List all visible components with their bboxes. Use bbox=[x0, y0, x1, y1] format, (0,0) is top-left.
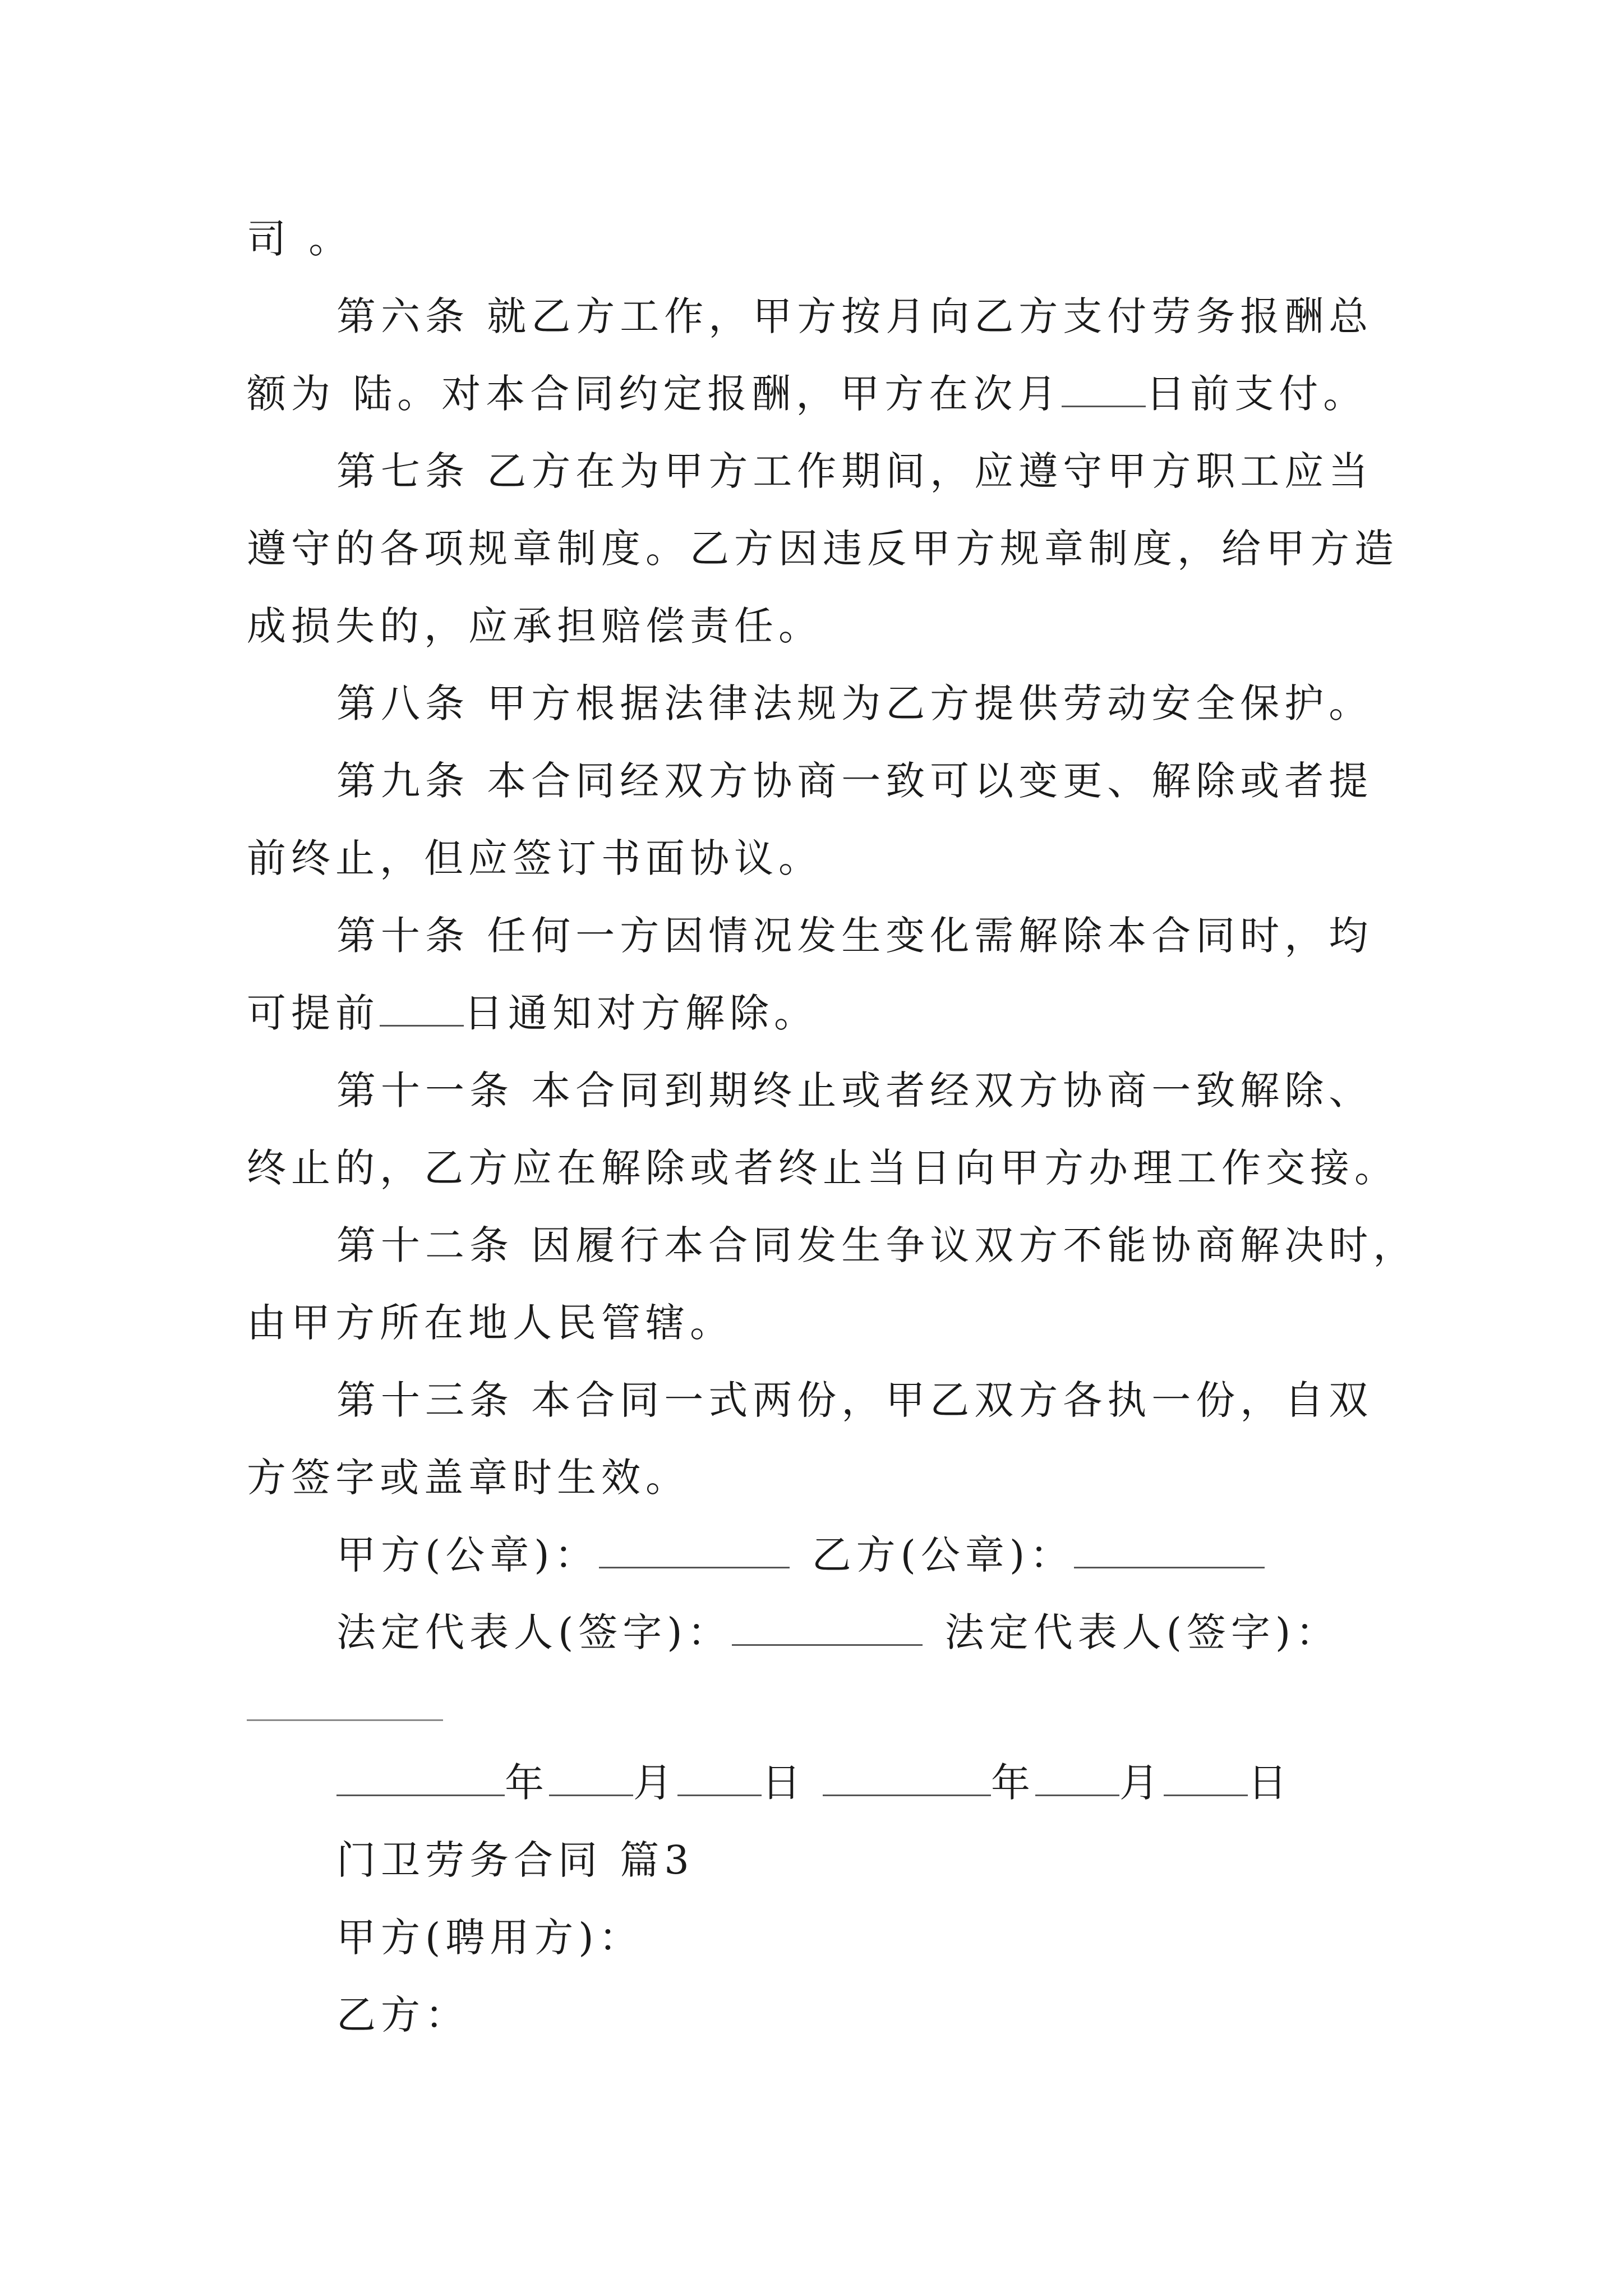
month-label: 月 bbox=[633, 1760, 677, 1806]
article-7-line-1 bbox=[336, 444, 1402, 498]
article-9-line-2 bbox=[247, 831, 1402, 885]
article-11-line-1 bbox=[336, 1064, 1402, 1117]
section-title bbox=[336, 1833, 1402, 1887]
employee-line bbox=[336, 1988, 1402, 2042]
text: 第十二条 因履行本合同发生争议双方不能协商解决时， bbox=[336, 1222, 1418, 1268]
article-13-line-1 bbox=[336, 1373, 1402, 1427]
text: 由甲方所在地人民管辖。 bbox=[247, 1300, 734, 1346]
month-field-b[interactable] bbox=[1035, 1760, 1119, 1796]
year-label: 年 bbox=[991, 1760, 1035, 1806]
day-label: 日 bbox=[1248, 1760, 1292, 1806]
text: 门卫劳务合同 篇3 bbox=[336, 1837, 694, 1883]
party-b-seal-label: 乙方(公章)： bbox=[811, 1532, 1075, 1578]
text: 第九条 本合同经双方协商一致可以变更、解除或者提 bbox=[336, 758, 1373, 804]
rep-b-field[interactable] bbox=[247, 1719, 443, 1721]
text: 成损失的，应承担赔偿责任。 bbox=[247, 603, 823, 649]
article-11-line-2 bbox=[247, 1141, 1402, 1195]
month-label: 月 bbox=[1119, 1760, 1164, 1806]
text: 终止的，乙方应在解除或者终止当日向甲方办理工作交接。 bbox=[247, 1145, 1399, 1191]
text: 第八条 甲方根据法律法规为乙方提供劳动安全保护。 bbox=[336, 680, 1373, 726]
rep-a-field[interactable] bbox=[732, 1609, 923, 1646]
text: 前终止，但应签订书面协议。 bbox=[247, 835, 823, 881]
text: 第六条 就乙方工作，甲方按月向乙方支付劳务报酬总 bbox=[336, 293, 1373, 339]
blank-field[interactable] bbox=[380, 990, 464, 1027]
text: 遵守的各项规章制度。乙方因违反甲方规章制度，给甲方造 bbox=[247, 526, 1399, 572]
article-7-line-3 bbox=[247, 599, 1402, 653]
text: 第十三条 本合同一式两份，甲乙双方各执一份，自双 bbox=[336, 1377, 1373, 1423]
rep-b-label: 法定代表人(签字)： bbox=[944, 1609, 1340, 1655]
blank-field[interactable] bbox=[1062, 371, 1146, 407]
article-6-line-2 bbox=[247, 367, 1402, 421]
text: 司 。 bbox=[247, 216, 353, 262]
year-field-a[interactable] bbox=[336, 1760, 505, 1796]
rep-a-label: 法定代表人(签字)： bbox=[336, 1609, 732, 1655]
article-8-line-1 bbox=[336, 677, 1402, 730]
article-13-line-2 bbox=[247, 1451, 1402, 1504]
day-label: 日 bbox=[762, 1760, 806, 1806]
article-6-line-1 bbox=[336, 289, 1402, 343]
paragraph-line bbox=[247, 212, 1402, 266]
text: 乙方： bbox=[336, 1992, 469, 2038]
text: 日通知对方解除。 bbox=[464, 990, 818, 1036]
employer-line bbox=[336, 1911, 1402, 1964]
article-9-line-1 bbox=[336, 754, 1402, 808]
text: 第十条 任何一方因情况发生变化需解除本合同时，均 bbox=[336, 913, 1373, 959]
year-label: 年 bbox=[505, 1760, 549, 1806]
day-field-b[interactable] bbox=[1164, 1760, 1248, 1796]
year-field-b[interactable] bbox=[823, 1760, 991, 1796]
representative-line bbox=[336, 1605, 1402, 1659]
party-b-seal-field[interactable] bbox=[1074, 1532, 1265, 1568]
article-7-line-2 bbox=[247, 522, 1402, 576]
text: 日前支付。 bbox=[1146, 371, 1368, 417]
article-10-line-2 bbox=[247, 986, 1402, 1040]
text: 第七条 乙方在为甲方工作期间，应遵守甲方职工应当 bbox=[336, 448, 1373, 494]
text: 甲方(聘用方)： bbox=[336, 1915, 643, 1961]
date-line bbox=[336, 1756, 1402, 1810]
party-a-seal-label: 甲方(公章)： bbox=[336, 1532, 599, 1578]
day-field-a[interactable] bbox=[677, 1760, 762, 1796]
month-field-a[interactable] bbox=[549, 1760, 633, 1796]
text: 方签字或盖章时生效。 bbox=[247, 1455, 690, 1501]
article-12-line-2 bbox=[247, 1296, 1402, 1350]
seal-line bbox=[336, 1528, 1402, 1582]
text: 第十一条 本合同到期终止或者经双方协商一致解除、 bbox=[336, 1068, 1373, 1114]
text: 额为 陆。对本合同约定报酬，甲方在次月 bbox=[247, 371, 1062, 417]
article-10-line-1 bbox=[336, 909, 1402, 963]
party-a-seal-field[interactable] bbox=[599, 1532, 790, 1568]
article-12-line-1 bbox=[336, 1218, 1418, 1272]
text: 可提前 bbox=[247, 990, 380, 1036]
